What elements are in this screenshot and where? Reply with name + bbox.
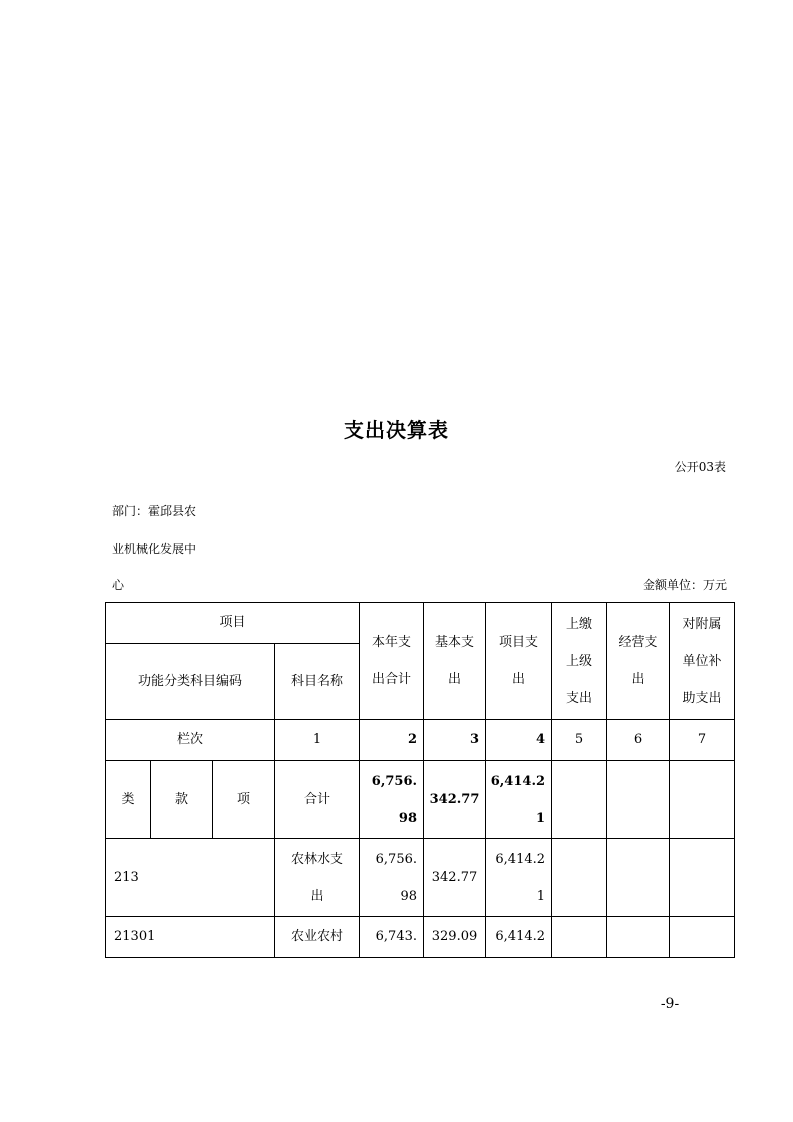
row-project: 6,414.21 xyxy=(486,839,552,917)
form-number: 公开03表 xyxy=(674,460,726,474)
header-upper: 上缴上级支出 xyxy=(552,603,607,720)
lanci-3: 3 xyxy=(424,720,486,761)
sum-upper xyxy=(552,761,607,839)
lanci-7: 7 xyxy=(670,720,735,761)
lanci-5: 5 xyxy=(552,720,607,761)
header-basic: 基本支出 xyxy=(424,603,486,720)
header-subject-name: 科目名称 xyxy=(275,644,360,720)
row-code: 21301 xyxy=(106,917,275,958)
lanci-4: 4 xyxy=(486,720,552,761)
lanci-1: 1 xyxy=(275,720,360,761)
header-item: 项目 xyxy=(106,603,360,644)
header-subsidy: 对附属单位补助支出 xyxy=(670,603,735,720)
department-line-2: 业机械化发展中 xyxy=(112,542,197,556)
header-business: 经营支出 xyxy=(607,603,670,720)
sum-business xyxy=(607,761,670,839)
department-line-3: 心 xyxy=(112,578,125,592)
sum-lei: 类 xyxy=(106,761,151,839)
row-upper xyxy=(552,917,607,958)
lanci-6: 6 xyxy=(607,720,670,761)
row-business xyxy=(607,917,670,958)
row-name: 农林水支出 xyxy=(275,839,360,917)
row-name: 农业农村 xyxy=(275,917,360,958)
sum-total: 6,756.98 xyxy=(360,761,424,839)
row-business xyxy=(607,839,670,917)
table-row xyxy=(106,917,735,958)
amount-unit: 金额单位：万元 xyxy=(642,578,727,592)
header-func-code: 功能分类科目编码 xyxy=(106,644,275,720)
lanci-2: 2 xyxy=(360,720,424,761)
row-subsidy xyxy=(670,839,735,917)
row-project: 6,414.2 xyxy=(486,917,552,958)
row-subsidy xyxy=(670,917,735,958)
page-title: 支出决算表 xyxy=(344,418,449,442)
sum-project: 6,414.21 xyxy=(486,761,552,839)
row-basic: 329.09 xyxy=(424,917,486,958)
lanci-label: 栏次 xyxy=(106,720,275,761)
expenditure-table xyxy=(105,602,735,958)
row-total: 6,756.98 xyxy=(360,839,424,917)
row-basic: 342.77 xyxy=(424,839,486,917)
sum-name: 合计 xyxy=(275,761,360,839)
department-line-1: 部门：霍邱县农 xyxy=(112,504,197,518)
table-row xyxy=(106,839,735,917)
row-upper xyxy=(552,839,607,917)
sum-xiang: 项 xyxy=(213,761,275,839)
header-total: 本年支出合计 xyxy=(360,603,424,720)
row-code: 213 xyxy=(106,839,275,917)
header-project: 项目支出 xyxy=(486,603,552,720)
sum-subsidy xyxy=(670,761,735,839)
row-total: 6,743. xyxy=(360,917,424,958)
sum-basic: 342.77 xyxy=(424,761,486,839)
page-number: -9- xyxy=(660,996,680,1012)
sum-kuan: 款 xyxy=(151,761,213,839)
